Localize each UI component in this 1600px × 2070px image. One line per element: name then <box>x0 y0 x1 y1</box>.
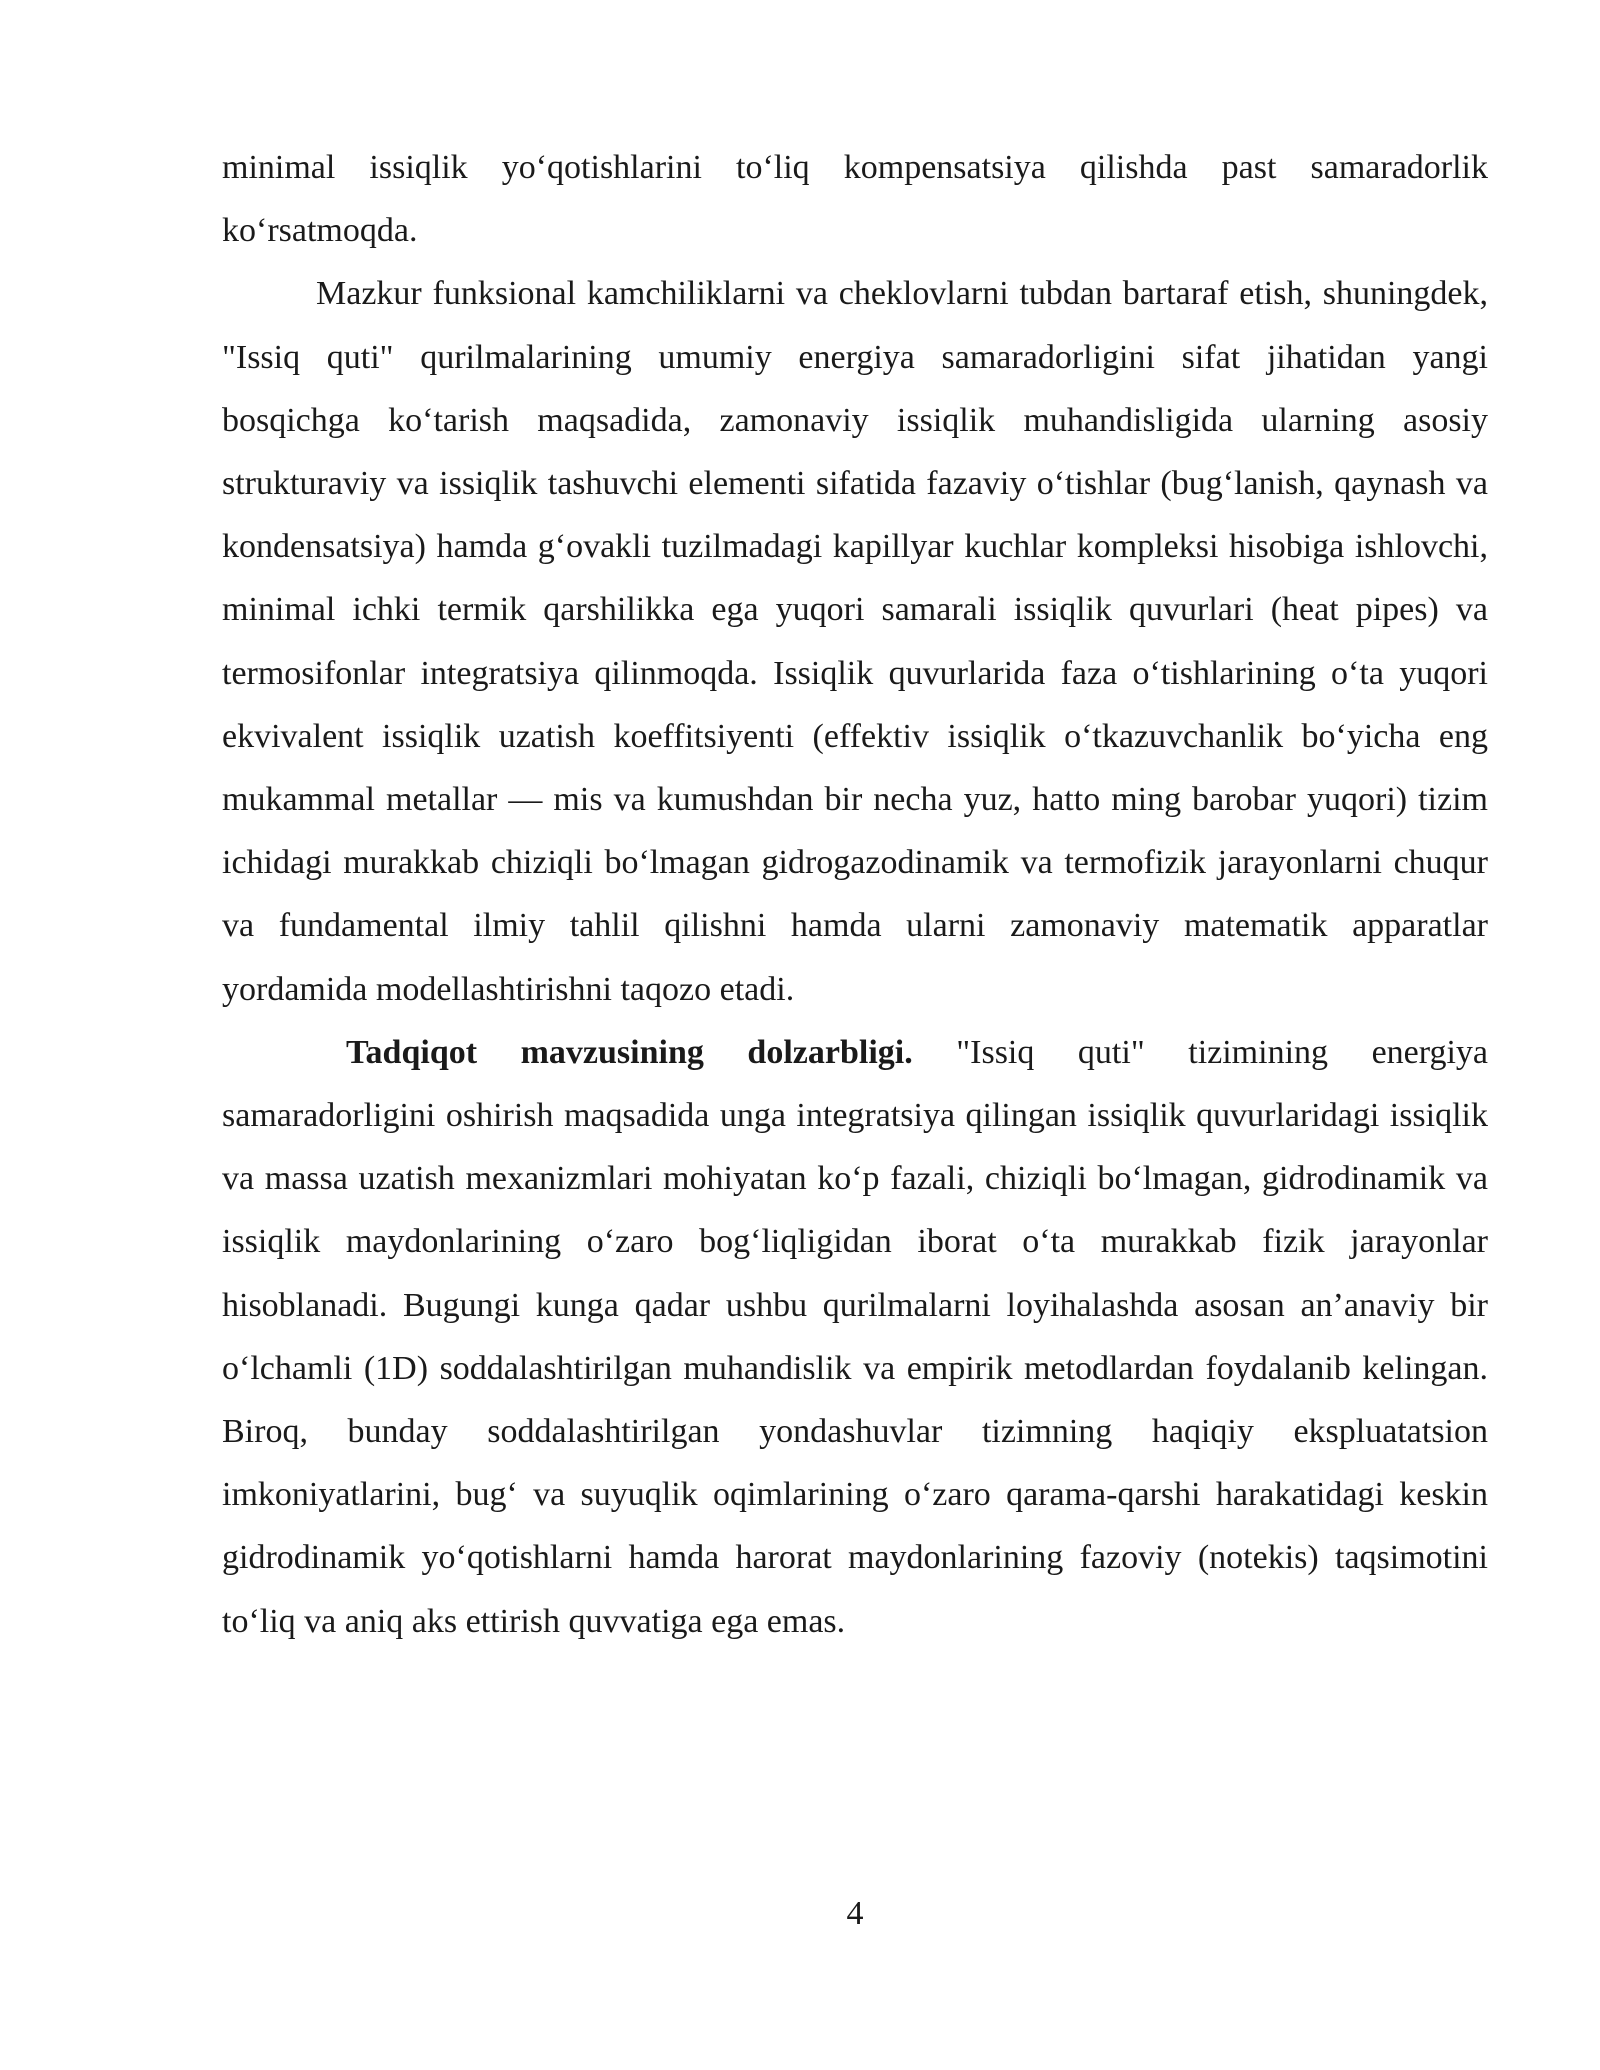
body-text <box>222 136 1488 1653</box>
page-number: 4 <box>846 1895 864 1932</box>
paragraph-text: "Issiq quti" tizimining energiya samaradorligini oshirish maqsadida unga integratsiya qilingan issiqlik quvurlaridagi issiqlik va massa uzatish mexanizmlari mohiyatan ko‘p fazali, chiziqli bo‘lmagan, gidrodinamik va issiqlik maydonlarining o‘zaro bog‘liqligidan iborat o‘ta murakkab fizik jarayonlar hisoblanadi. Bugungi kunga qadar ushbu qurilmalarni loyihalashda asosan an’anaviy bir o‘lchamli (1D) soddalashtirilgan muhandislik va empirik metodlardan foydalanib kelingan. Biroq, bunday soddalashtirilgan yondashuvlar tizimning haqiqiy ekspluatatsion imkoniyatlarini, bug‘ va suyuqlik oqimlarining o‘zaro qarama-qarshi harakatidagi keskin gidrodinamik yo‘qotishlarni hamda harorat maydonlarining fazoviy (notekis) taqsimotini to‘liq va aniq aks ettirish quvvatiga ega emas. <box>222 1033 1489 1640</box>
paragraph-continuation <box>222 136 1488 262</box>
paragraph-text: minimal issiqlik yo‘qotishlarini to‘liq kompensatsiya qilishda past samaradorlik ko‘rsatmoqda. <box>222 149 1488 250</box>
paragraph-lead-heading: Tadqiqot mavzusining dolzarbligi. <box>346 1033 913 1071</box>
paragraph-heat-pipes <box>222 262 1488 1020</box>
paragraph-relevance <box>222 1021 1488 1653</box>
paragraph-text: Mazkur funksional kamchiliklarni va cheklovlarni tubdan bartaraf etish, shuningdek, "Issiq quti" qurilmalarining umumiy energiya samaradorligini sifat jihatidan yangi bosqichga ko‘tarish maqsadida, zamonaviy issiqlik muhandisligida ularning asosiy strukturaviy va issiqlik tashuvchi elementi sifatida fazaviy o‘tishlar (bug‘lanish, qaynash va kondensatsiya) hamda g‘ovakli tuzilmadagi kapillyar kuchlar kompleksi hisobiga ishlovchi, minimal ichki termik qarshilikka ega yuqori samarali issiqlik quvurlari (heat pipes) va termosifonlar integratsiya qilinmoqda. Issiqlik quvurlarida faza o‘tishlarining o‘ta yuqori ekvivalent issiqlik uzatish koeffitsiyenti (effektiv issiqlik o‘tkazuvchanlik bo‘yicha eng mukammal metallar — mis va kumushdan bir necha yuz, hatto ming barobar yuqori) tizim ichidagi murakkab chiziqli bo‘lmagan gidrogazodinamik va termofizik jarayonlarni chuqur va fundamental ilmiy tahlil qilishni hamda ularni zamonaviy matematik apparatlar yordamida modellashtirishni taqozo etadi. <box>222 275 1488 1008</box>
